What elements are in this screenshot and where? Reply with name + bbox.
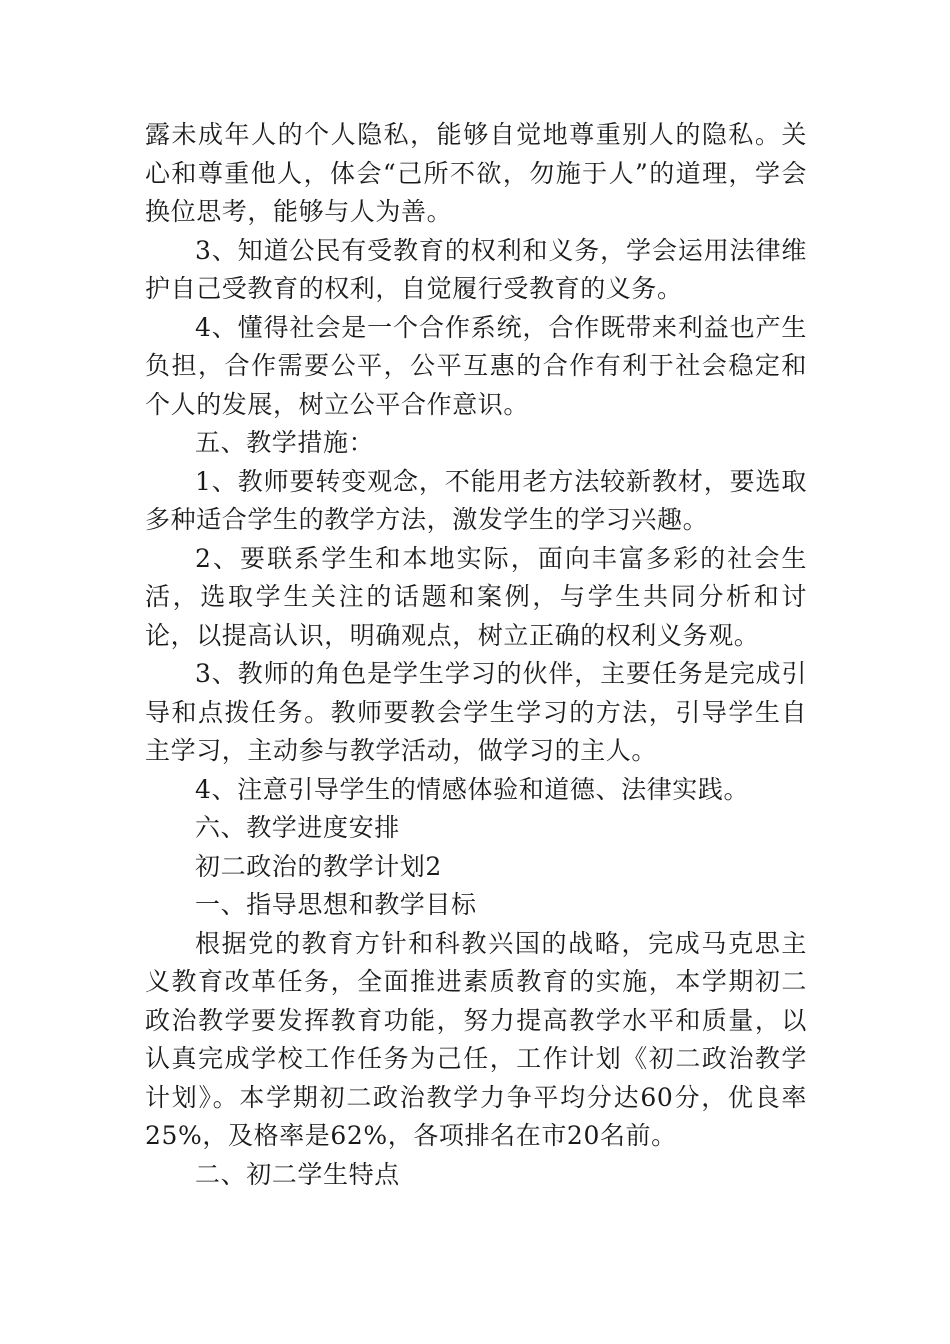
section-heading-schedule: 六、教学进度安排 — [195, 813, 400, 842]
section-heading-student-traits: 二、初二学生特点 — [195, 1159, 400, 1189]
paragraph-measure-4: 4、注意引导学生的情感体验和道德、法律实践。 — [195, 774, 750, 804]
section-heading-teaching-measures: 五、教学措施： — [195, 428, 375, 457]
paragraph-measure-2: 2、要联系学生和本地实际，面向丰富多彩的社会生活，选取学生关注的话题和案例，与学生共同分析和讨论，以提高认识，明确观点，树立正确的权利义务观。 — [145, 543, 807, 650]
paragraph-privacy-continued: 露未成年人的个人隐私，能够自觉地尊重别人的隐私。关心和尊重他人，体会“己所不欲，勿施于人”的道理，学会换位思考，能够与人为善。 — [145, 120, 807, 226]
paragraph-measure-1: 1、教师要转变观念，不能用老方法较新教材，要选取多种适合学生的教学方法，激发学生的学习兴趣。 — [145, 466, 807, 534]
paragraph-measure-3: 3、教师的角色是学生学习的伙伴，主要任务是完成引导和点拨任务。教师要教会学生学习的方法，引导学生自主学习，主动参与教学活动，做学习的主人。 — [145, 659, 807, 765]
paragraph-item-4-cooperation: 4、懂得社会是一个合作系统，合作既带来利益也产生负担，合作需要公平，公平互惠的合作有利于社会稳定和个人的发展，树立公平合作意识。 — [145, 312, 807, 419]
section-heading-guiding-ideas: 一、指导思想和教学目标 — [195, 890, 477, 919]
document-body — [145, 116, 807, 1194]
document-subtitle-plan-2: 初二政治的教学计划2 — [195, 851, 442, 881]
paragraph-item-3-education-rights: 3、知道公民有受教育的权利和义务，学会运用法律维护自己受教育的权利，自觉履行受教育的义务。 — [145, 235, 807, 303]
paragraph-guiding-ideas: 根据党的教育方针和科教兴国的战略，完成马克思主义教育改革任务，全面推进素质教育的实施，本学期初二政治教学要发挥教育功能，努力提高教学水平和质量，以认真完成学校工作任务为己任，工作计划《初二政治教学计划》。本学期初二政治教学力争平均分达60分，优良率25%，及格率是62%，各项排名在市20名前。 — [145, 928, 807, 1150]
